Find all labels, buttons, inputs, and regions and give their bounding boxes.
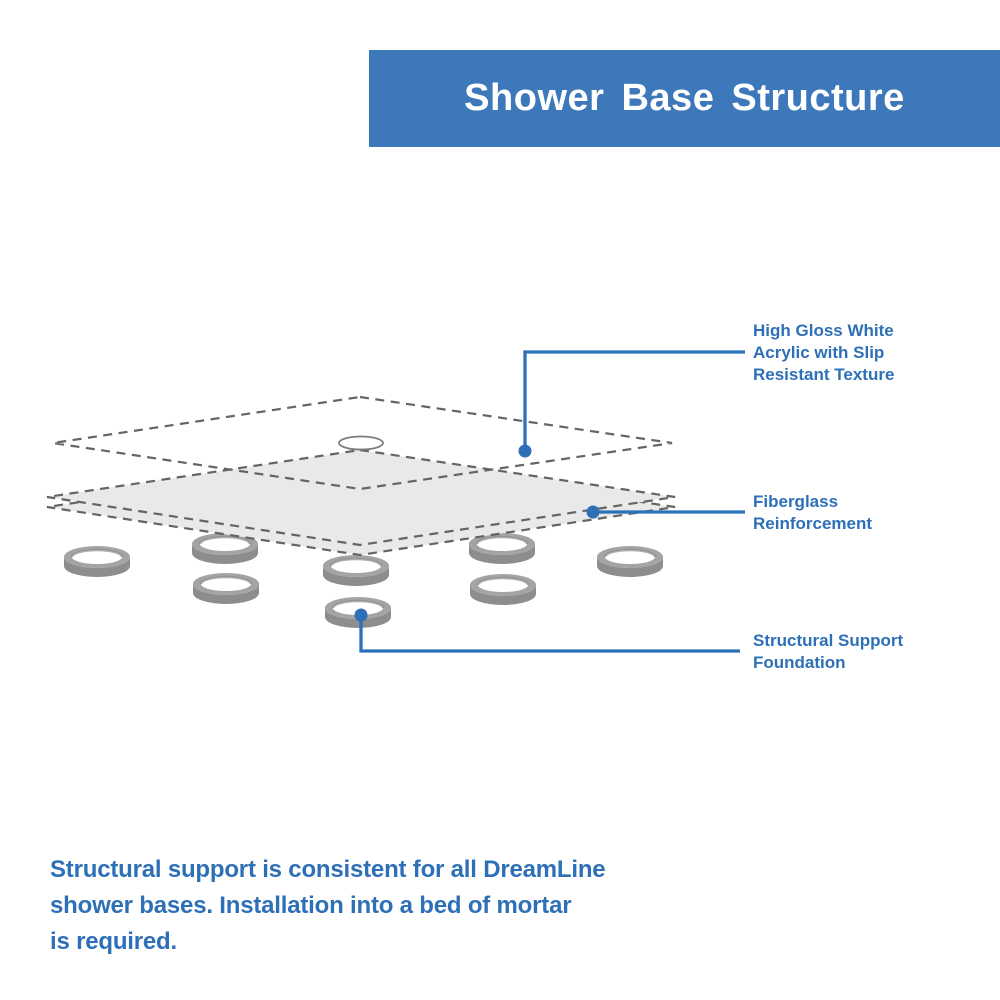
drain-hole: [339, 437, 383, 450]
footer-note: [50, 852, 605, 960]
page-title: Shower Base Structure: [464, 77, 905, 119]
support-ring: [323, 555, 389, 586]
fiberglass-layer: [47, 450, 675, 555]
support-ring: [597, 546, 663, 577]
footer-line: shower bases. Installation into a bed of mortar: [50, 892, 572, 919]
acrylic-leader-line: [525, 352, 745, 451]
callout-line-text: Acrylic with Slip: [753, 343, 885, 362]
callout-line-text: Foundation: [753, 653, 846, 672]
support-leader-line: [361, 615, 740, 651]
callout-line-text: Reinforcement: [753, 514, 873, 533]
callout-line-text: High Gloss White: [753, 321, 894, 340]
callout-line-text: Resistant Texture: [753, 365, 895, 384]
callout-line-text: Fiberglass: [753, 492, 839, 511]
footer-line: is required.: [50, 928, 177, 955]
support-ring: [470, 574, 536, 605]
callout-label-acrylic: [753, 320, 894, 386]
fiberglass-leader-dot: [587, 506, 600, 519]
callout-line-text: Structural Support: [753, 631, 904, 650]
footer-line: Structural support is consistent for all DreamLine: [50, 856, 606, 883]
support-ring: [193, 573, 259, 604]
acrylic-leader-dot: [519, 445, 532, 458]
callout-label-fiberglass: [753, 491, 872, 535]
fiberglass-top-face: [47, 450, 675, 545]
support-ring: [64, 546, 130, 577]
support-leader-dot: [355, 609, 368, 622]
callout-label-support: [753, 630, 903, 674]
